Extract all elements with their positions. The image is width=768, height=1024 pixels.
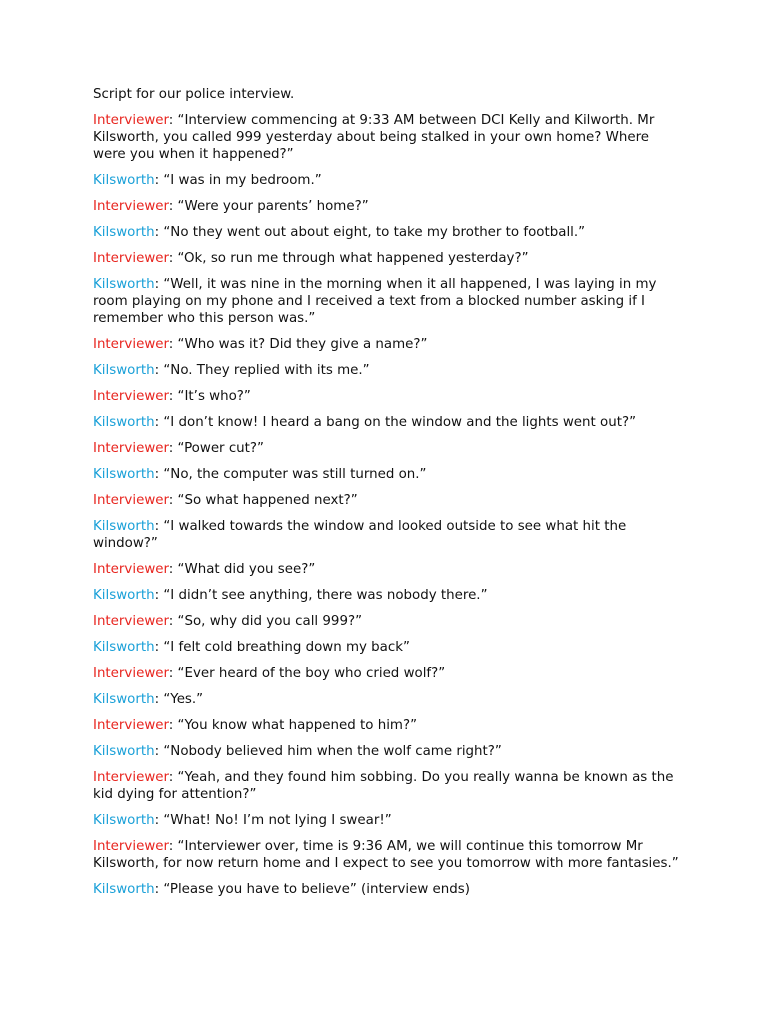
dialogue-text: : “Ok, so run me through what happened yesterday?” [168, 251, 529, 266]
dialogue-text: : “I don’t know! I heard a bang on the window and the lights went out?” [154, 415, 637, 430]
dialogue-line [93, 613, 683, 630]
document-title: Script for our police interview. [93, 87, 295, 102]
dialogue-line [93, 440, 683, 457]
dialogue-line [93, 414, 683, 431]
dialogue-text: : “Yeah, and they found him sobbing. Do you really wanna be known as the kid dying for attention?” [93, 770, 674, 802]
document-page [93, 86, 683, 907]
dialogue-line [93, 743, 683, 760]
speaker-name: Kilsworth [93, 692, 155, 707]
speaker-name: Kilsworth [93, 588, 155, 603]
dialogue-text: : “I felt cold breathing down my back” [154, 640, 410, 655]
dialogue-line [93, 838, 683, 872]
speaker-name: Interviewer [93, 337, 169, 352]
speaker-name: Kilsworth [93, 173, 155, 188]
speaker-name: Kilsworth [93, 363, 155, 378]
speaker-name: Interviewer [93, 441, 169, 456]
dialogue-text: : “What! No! I’m not lying I swear!” [154, 813, 392, 828]
dialogue-line [93, 691, 683, 708]
dialogue-line [93, 172, 683, 189]
dialogue-text: : “So what happened next?” [168, 493, 358, 508]
dialogue-line [93, 665, 683, 682]
dialogue-text: : “Nobody believed him when the wolf came right?” [154, 744, 502, 759]
speaker-name: Kilsworth [93, 415, 155, 430]
dialogue-line [93, 276, 683, 327]
dialogue-text: : “Who was it? Did they give a name?” [168, 337, 428, 352]
dialogue-text: : “No. They replied with its me.” [154, 363, 370, 378]
speaker-name: Kilsworth [93, 277, 155, 292]
speaker-name: Interviewer [93, 199, 169, 214]
speaker-name: Kilsworth [93, 519, 155, 534]
dialogue-line [93, 639, 683, 656]
speaker-name: Kilsworth [93, 813, 155, 828]
speaker-name: Interviewer [93, 493, 169, 508]
dialogue-text: : “I didn’t see anything, there was nobody there.” [154, 588, 488, 603]
dialogue-text: : “Yes.” [154, 692, 204, 707]
dialogue-text: : “Were your parents’ home?” [168, 199, 369, 214]
speaker-name: Kilsworth [93, 467, 155, 482]
dialogue-text: : “Ever heard of the boy who cried wolf?” [168, 666, 446, 681]
dialogue-line [93, 492, 683, 509]
speaker-name: Kilsworth [93, 640, 155, 655]
dialogue-line [93, 224, 683, 241]
dialogue-line [93, 112, 683, 163]
speaker-name: Kilsworth [93, 225, 155, 240]
dialogue-text: : “Interview commencing at 9:33 AM between DCI Kelly and Kilworth. Mr Kilsworth, you called 999 yesterday about being stalked in your own home? Where were you when it happened?” [93, 113, 655, 162]
dialogue-line [93, 587, 683, 604]
dialogue-line [93, 362, 683, 379]
dialogue-text: : “It’s who?” [168, 389, 251, 404]
dialogue-text: : “You know what happened to him?” [168, 718, 418, 733]
speaker-name: Interviewer [93, 251, 169, 266]
speaker-name: Kilsworth [93, 882, 155, 897]
dialogue-line [93, 769, 683, 803]
speaker-name: Interviewer [93, 113, 169, 128]
dialogue-line [93, 250, 683, 267]
dialogue-text: : “I was in my bedroom.” [154, 173, 322, 188]
dialogue-line [93, 518, 683, 552]
speaker-name: Interviewer [93, 839, 169, 854]
dialogue-line [93, 466, 683, 483]
dialogue-text: : “Power cut?” [168, 441, 264, 456]
dialogue-line [93, 336, 683, 353]
dialogue-text: : “What did you see?” [168, 562, 316, 577]
dialogue-line [93, 561, 683, 578]
dialogue-text: : “No, the computer was still turned on.” [154, 467, 427, 482]
speaker-name: Interviewer [93, 666, 169, 681]
dialogue-line [93, 812, 683, 829]
speaker-name: Interviewer [93, 770, 169, 785]
dialogue-line [93, 881, 683, 898]
dialogue-line [93, 388, 683, 405]
dialogue-text: : “Please you have to believe” (interview ends) [154, 882, 470, 897]
dialogue-text: : “No they went out about eight, to take my brother to football.” [154, 225, 586, 240]
speaker-name: Interviewer [93, 562, 169, 577]
speaker-name: Interviewer [93, 718, 169, 733]
speaker-name: Interviewer [93, 614, 169, 629]
speaker-name: Kilsworth [93, 744, 155, 759]
dialogue-text: : “So, why did you call 999?” [168, 614, 363, 629]
dialogue-text: : “Well, it was nine in the morning when it all happened, I was laying in my room playing on my phone and I received a text from a blocked number asking if I remember who this person was.” [93, 277, 657, 326]
dialogue-text: : “Interviewer over, time is 9:36 AM, we will continue this tomorrow Mr Kilsworth, for now return home and I expect to see you tomorrow with more fantasies.” [93, 839, 679, 871]
dialogue-text: : “I walked towards the window and looked outside to see what hit the window?” [93, 519, 627, 551]
dialogue-line [93, 717, 683, 734]
dialogue-line [93, 198, 683, 215]
speaker-name: Interviewer [93, 389, 169, 404]
